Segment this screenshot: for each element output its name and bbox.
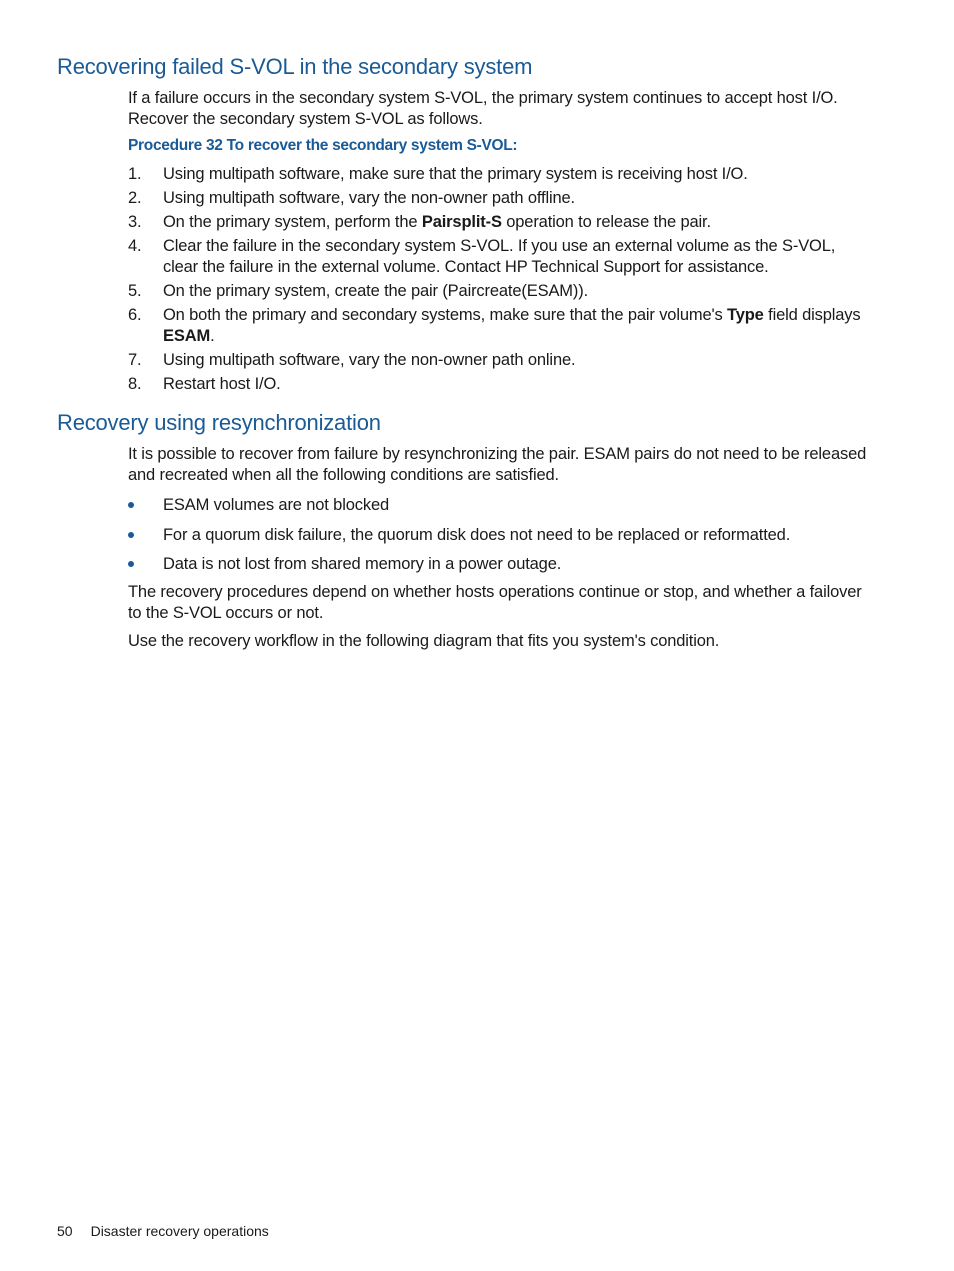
procedure-title: Procedure 32 To recover the secondary system S-VOL: xyxy=(128,137,518,154)
procedure-step xyxy=(128,164,873,185)
bullet-icon xyxy=(128,532,134,538)
step-text-before: On both the primary and secondary systems, make sure that the pair volume's xyxy=(163,306,728,324)
page-number: 50 xyxy=(57,1223,73,1239)
step-number: 1. xyxy=(128,165,142,183)
step-number: 2. xyxy=(128,189,142,207)
list-item xyxy=(128,525,873,546)
type-field-term: Type xyxy=(727,306,764,324)
step-number: 3. xyxy=(128,213,142,231)
procedure-step xyxy=(128,281,873,302)
section-heading-recovering-failed-svol: Recovering failed S-VOL in the secondary system xyxy=(57,54,533,79)
procedure-step xyxy=(128,305,873,347)
pairsplit-s-term: Pairsplit-S xyxy=(421,213,502,231)
step-text: Using multipath software, vary the non-owner path online. xyxy=(163,351,576,369)
step-number: 7. xyxy=(128,351,142,369)
bullet-text: ESAM volumes are not blocked xyxy=(163,496,389,514)
step-text-after: operation to release the pair. xyxy=(501,213,711,231)
workflow-paragraph: Use the recovery workflow in the following diagram that fits you system's condition. xyxy=(128,632,720,650)
bullet-text: For a quorum disk failure, the quorum disk does not need to be replaced or reformatted. xyxy=(163,526,791,544)
step-text: Using multipath software, make sure that the primary system is receiving host I/O. xyxy=(163,165,748,183)
list-item xyxy=(128,495,873,516)
step-number: 5. xyxy=(128,282,142,300)
section-heading-recovery-resynchronization: Recovery using resynchronization xyxy=(57,410,381,435)
step-text xyxy=(163,305,873,347)
procedure-step xyxy=(128,188,873,209)
step-text-before: On the primary system, perform the xyxy=(163,213,422,231)
recovery-procedures-paragraph: The recovery procedures depend on whether hosts operations continue or stop, and whether a failover to the S-VOL occurs or not. xyxy=(128,583,862,622)
procedure-step xyxy=(128,236,873,278)
step-text: On the primary system, create the pair (Paircreate(ESAM)). xyxy=(163,282,589,300)
step-text: Clear the failure in the secondary system S-VOL. If you use an external volume as the S-VOL, clear the failure in the external volume. Contact HP Technical Support for assistance. xyxy=(163,237,836,276)
chapter-title: Disaster recovery operations xyxy=(90,1223,269,1239)
procedure-step xyxy=(128,374,873,395)
bullet-text: Data is not lost from shared memory in a power outage. xyxy=(163,555,562,573)
step-text xyxy=(163,212,873,233)
section2-intro-paragraph: It is possible to recover from failure by resynchronizing the pair. ESAM pairs do not need to be released and recreated when all the following conditions are satisfied. xyxy=(128,445,867,484)
procedure-step xyxy=(128,212,873,233)
step-number: 8. xyxy=(128,375,142,393)
step-text-middle: field displays xyxy=(763,306,861,324)
procedure-step xyxy=(128,350,873,371)
step-number: 4. xyxy=(128,237,142,255)
bullet-icon xyxy=(128,502,134,508)
step-number: 6. xyxy=(128,306,142,324)
page-footer xyxy=(57,1222,269,1240)
bullet-icon xyxy=(128,561,134,567)
step-text-after: . xyxy=(210,327,215,345)
esam-term: ESAM xyxy=(163,327,211,345)
step-text: Restart host I/O. xyxy=(163,375,281,393)
section1-intro-paragraph: If a failure occurs in the secondary system S-VOL, the primary system continues to accept host I/O. Recover the secondary system S-VOL as follows. xyxy=(128,89,838,128)
list-item xyxy=(128,554,873,575)
step-text: Using multipath software, vary the non-owner path offline. xyxy=(163,189,575,207)
